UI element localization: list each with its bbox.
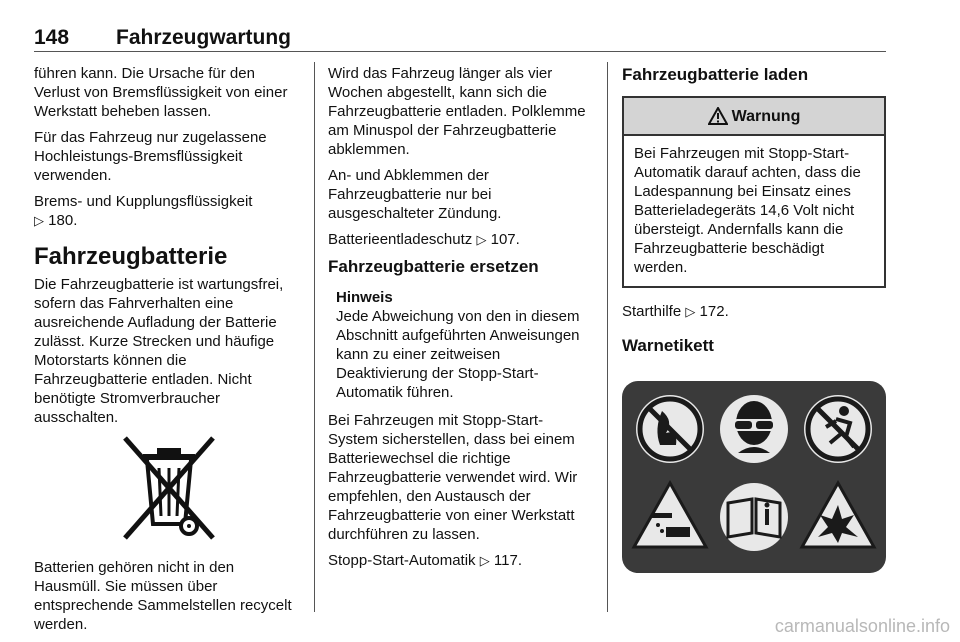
read-manual-icon	[720, 483, 788, 551]
arrow-reference-icon: ▷	[685, 304, 696, 319]
crossed-out-bin-icon	[34, 434, 304, 546]
arrow-reference-icon: ▷	[34, 213, 44, 228]
paragraph-long-parking: Wird das Fahrzeug länger als vier Wochen abgestellt, kann sich die Fahrzeugbatterie entladen. Polklemme am Minuspol der Fahrzeugbatterie abklemmen.	[328, 65, 586, 158]
no-fire-icon	[636, 395, 704, 463]
column-2	[328, 64, 592, 577]
page-number: 148	[34, 26, 70, 49]
paragraph-ignition-off: An- und Abklemmen der Fahrzeugbatterie nur bei ausgeschalteter Zündung.	[328, 167, 502, 222]
ref-text: Brems- und Kupplungsflüssigkeit	[34, 193, 253, 210]
paragraph-stop-start-battery: Bei Fahrzeugen mit Stopp-Start-System sicherstellen, dass bei einem Batteriewechsel die richtige Fahrzeugbatterie verwendet wird. Wir empfehlen, den Austausch der Fahrzeugbatterie von einer Werkstatt durchführen zu lassen.	[328, 412, 578, 543]
warning-body: Bei Fahrzeugen mit Stopp-Start-Automatik darauf achten, dass die Ladespannung bei Einsatz eines Batterieladegeräts 14,6 Volt nicht übersteigt. Andernfalls kann die Fahrzeugbatterie beschädigt werden.	[634, 145, 861, 276]
paragraph-brake-fluid-type: Für das Fahrzeug nur zugelassene Hochleistungs-Bremsflüssigkeit verwenden.	[34, 129, 267, 184]
page-ref-link[interactable]: 117.	[493, 552, 522, 569]
arrow-reference-icon: ▷	[479, 553, 490, 568]
page-ref-link[interactable]: 172.	[699, 303, 729, 320]
paragraph-battery-disposal: Batterien gehören nicht in den Hausmüll. Sie müssen über entsprechende Sammelstellen recycelt werden.	[34, 559, 292, 633]
chapter-title: Fahrzeugwartung	[116, 26, 292, 49]
section-heading-replace-battery: Fahrzeugbatterie ersetzen	[328, 257, 539, 276]
page-ref-link[interactable]: 180.	[48, 212, 78, 229]
keep-children-away-icon	[804, 395, 872, 463]
ref-text: Starthilfe	[622, 303, 682, 320]
header-rule	[34, 51, 886, 52]
warning-header	[624, 98, 884, 136]
page-header	[34, 26, 886, 54]
ref-text: Stopp-Start-Automatik	[328, 552, 476, 569]
column-3	[622, 64, 886, 578]
paragraph-discharge-protection-ref	[328, 230, 592, 249]
paragraph-brake-fluid-loss: führen kann. Die Ursache für den Verlust von Bremsflüssigkeit von einer Werkstatt beheben lassen.	[34, 65, 288, 120]
section-heading-battery: Fahrzeugbatterie	[34, 243, 228, 270]
note-title: Hinweis	[336, 289, 393, 306]
paragraph-stop-start-ref	[328, 551, 592, 570]
paragraph-brake-clutch-ref	[34, 192, 304, 230]
paragraph-battery-maintenance: Die Fahrzeugbatterie ist wartungsfrei, sofern das Fahrverhalten eine ausreichende Aufladung der Batterie zulässt. Kurze Strecken und häufige Motorstarts können die Fahrzeugbatterie entladen. Nicht benötigte Stromverbraucher ausschalten.	[34, 276, 284, 426]
warning-box	[622, 96, 886, 288]
paragraph-jump-start-ref	[622, 302, 886, 321]
watermark: carmanualsonline.info	[774, 616, 950, 636]
column-divider-2	[607, 62, 608, 612]
section-heading-charge-battery: Fahrzeugbatterie laden	[622, 65, 809, 84]
section-heading-warning-label: Warnetikett	[622, 336, 714, 355]
column-1	[34, 64, 304, 641]
warning-triangle-icon	[708, 107, 728, 125]
page-ref-link[interactable]: 107.	[490, 231, 520, 248]
column-divider-1	[314, 62, 315, 612]
note-body: Jede Abweichung von den in diesem Abschnitt aufgeführten Anweisungen kann zu einer zeitweisen Deaktivierung der Stopp-Start-Automatik führen.	[336, 308, 580, 401]
ref-text: Batterieentladeschutz	[328, 231, 473, 248]
battery-warning-label-image	[622, 381, 886, 573]
arrow-reference-icon: ▷	[476, 232, 487, 247]
warning-title: Warnung	[731, 107, 801, 125]
eye-protection-icon	[720, 395, 788, 463]
